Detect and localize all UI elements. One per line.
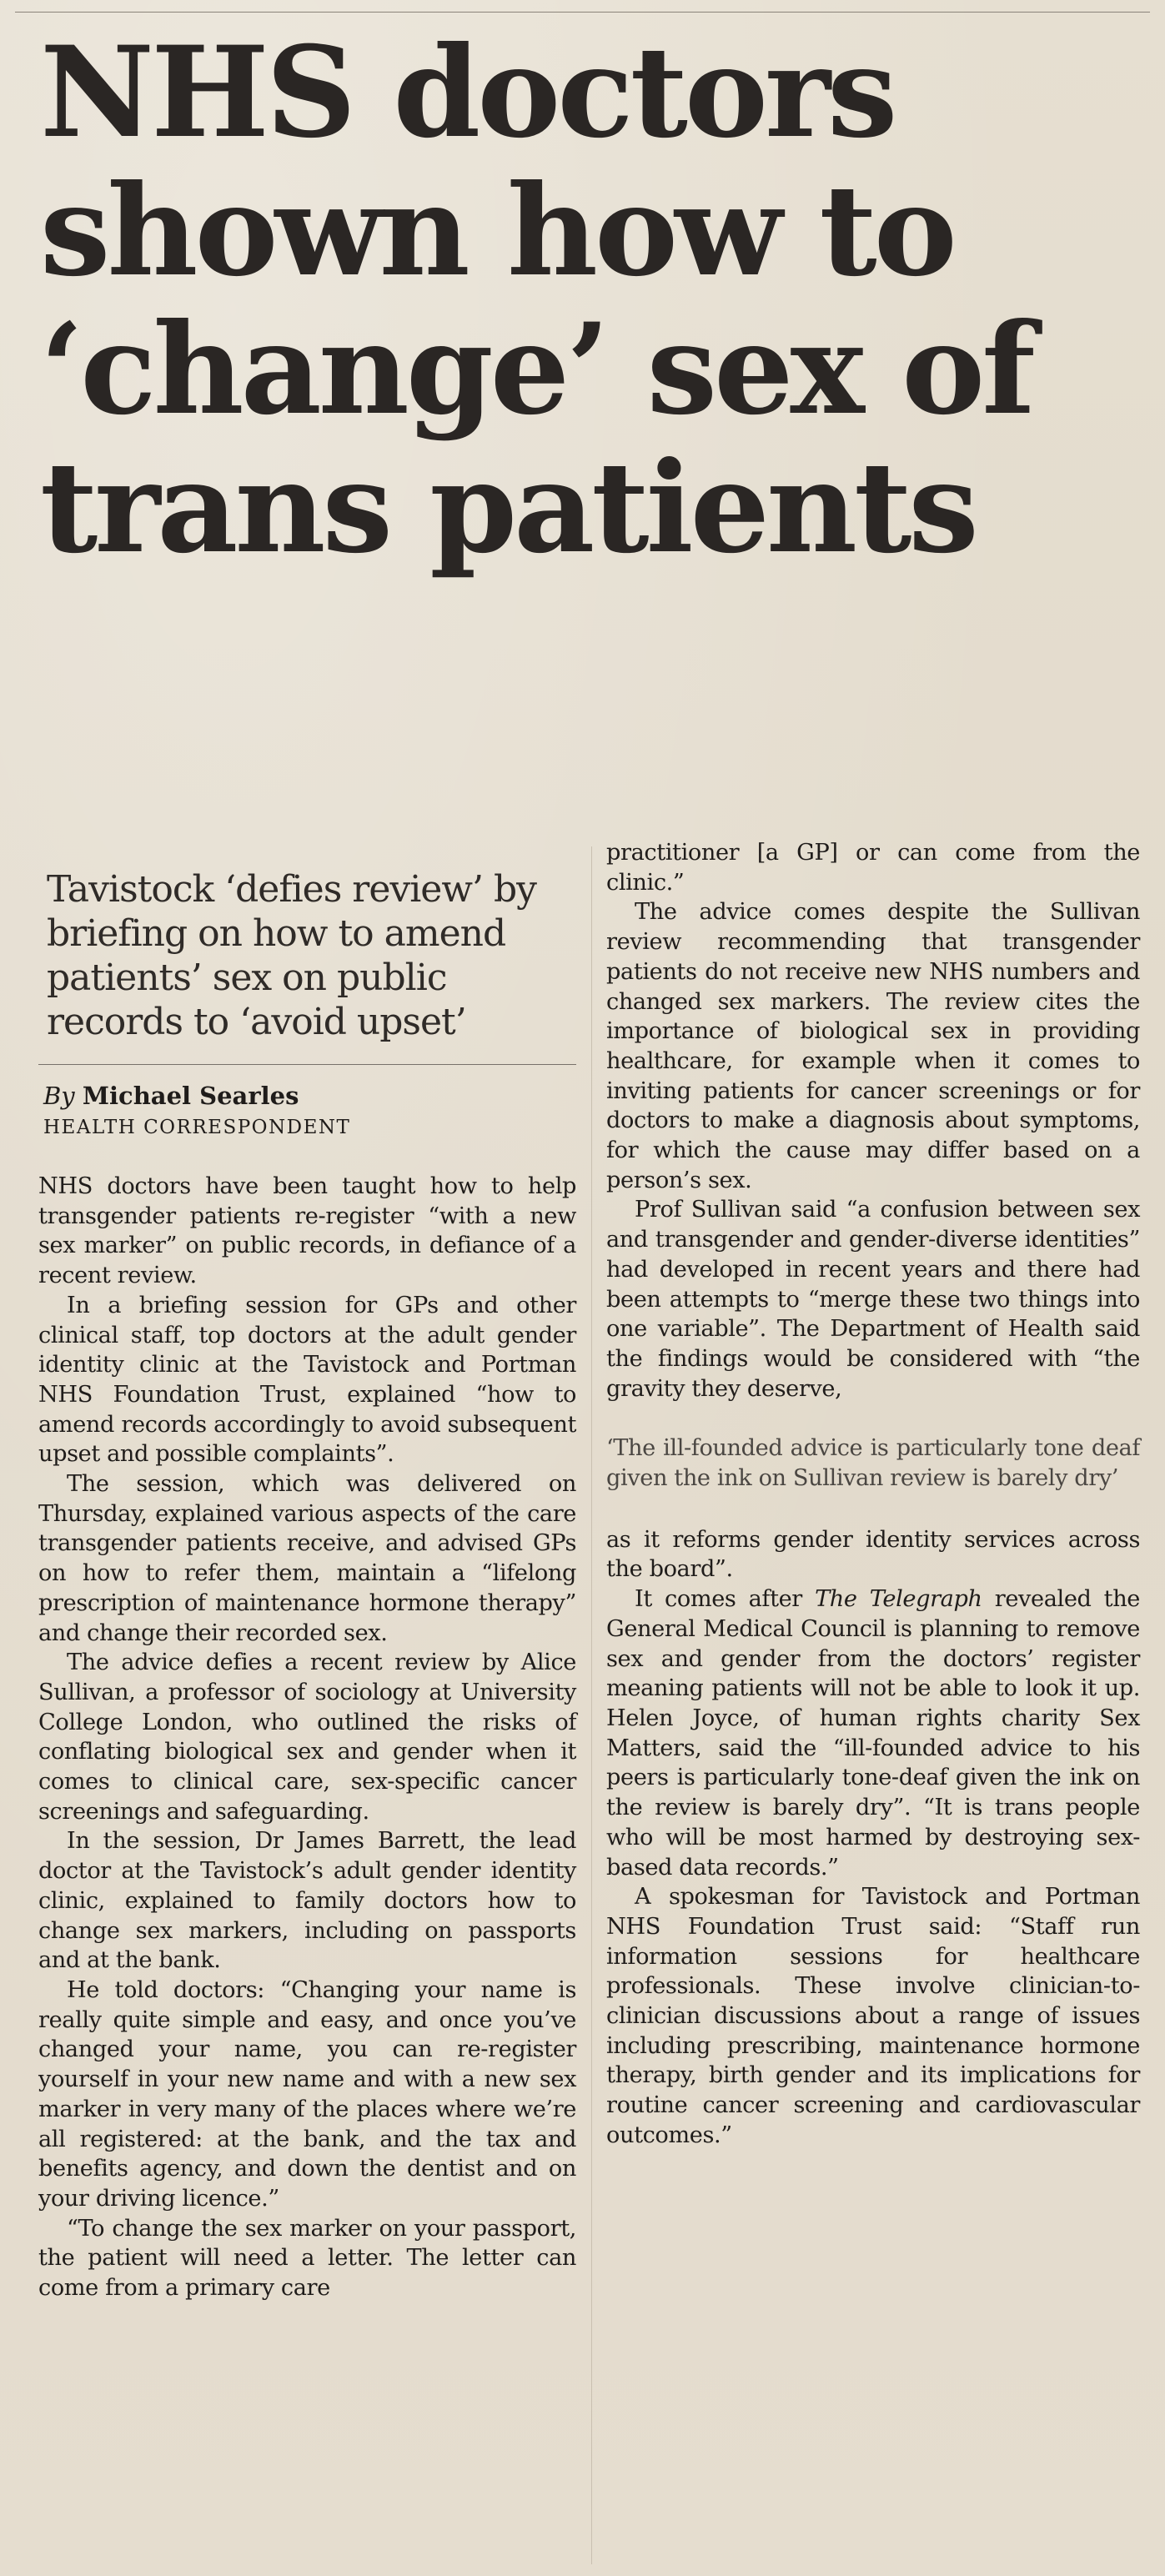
article-body-left bbox=[38, 1172, 576, 2303]
byline bbox=[43, 1080, 576, 1112]
paragraph: The advice comes despite the Sullivan review recommending that transgender patients do not receive new NHS numbers and changed sex markers. The review cites the importance of biological sex in providing healthcare, for example when it comes to inviting patients for cancer screenings or for doctors to make a diagnosis about symptoms, for which the cause may differ based on a person’s sex. bbox=[606, 899, 1140, 1193]
headline-line: trans patients bbox=[40, 434, 976, 581]
paragraph: In the session, Dr James Barrett, the lead doctor at the Tavistock’s adult gender identity clinic, explained to family doctors how to change sex markers, including on passports and at the bank. bbox=[38, 1828, 576, 1974]
paragraph: Prof Sullivan said “a confusion between sex and transgender and gender-diverse identities” had developed in recent years and there had been attempts to “merge these two things into one variable”. The Department of Health said the findings would be considered with “the gravity they deserve, bbox=[606, 1197, 1140, 1402]
paragraph-text: revealed the General Medical Council is planning to remove sex and gender from the doctors’ register meaning patients will not be able to look it up. Helen Joyce, of human rights charity Sex Matters, said the “ill-founded advice to his peers is particularly tone-deaf given the ink on the review is barely dry”. “It is trans people who will be most harmed by destroying sex-based data records.” bbox=[606, 1586, 1140, 1881]
headline-line: ‘change’ sex of bbox=[40, 296, 1032, 443]
newspaper-name: The Telegraph bbox=[815, 1586, 982, 1613]
paragraph: as it reforms gender identity services across the board”. bbox=[606, 1526, 1140, 1583]
paragraph: practitioner [a GP] or can come from the clinic.” bbox=[606, 840, 1140, 896]
headline-line: NHS doctors bbox=[40, 19, 895, 166]
top-rule bbox=[15, 12, 1150, 13]
paragraph: He told doctors: “Changing your name is really quite simple and easy, and once you’ve changed your name, you can re-register yourself in your new name and with a new sex marker in very many of the places where we’re all registered: at the bank, and the tax and benefits agency, and down the dentist and on your driving licence.” bbox=[38, 1976, 576, 2212]
pull-quote bbox=[606, 1434, 1140, 1493]
paragraph: “To change the sex marker on your passport, the patient will need a letter. The letter can come from a primary care bbox=[38, 2215, 576, 2302]
paragraph-text: It comes after bbox=[635, 1586, 816, 1613]
paragraph: NHS doctors have been taught how to help transgender patients re-register “with a new sex marker” on public records, in defiance of a recent review. bbox=[38, 1173, 576, 1289]
byline-rule bbox=[38, 1064, 576, 1065]
column-divider bbox=[591, 846, 592, 2564]
pull-quote-text: ‘The ill-founded advice is particularly tone deaf given the ink on Sullivan review is barely dry’ bbox=[606, 1435, 1140, 1492]
byline-role: HEALTH CORRESPONDENT bbox=[43, 1117, 351, 1138]
paragraph: The session, which was delivered on Thursday, explained various aspects of the care transgender patients receive, and advised GPs on how to refer them, maintain a “lifelong prescription of maintenance hormone therapy” and change their recorded sex. bbox=[38, 1471, 576, 1646]
right-column bbox=[606, 838, 1140, 2151]
standfirst: Tavistock ‘defies review’ by briefing on how to amend patients’ sex on public records to ‘avoid upset’ bbox=[47, 868, 536, 1043]
byline-author: Michael Searles bbox=[82, 1082, 299, 1110]
paragraph: The advice defies a recent review by Alice Sullivan, a professor of sociology at University College London, who outlined the risks of conflating biological sex and gender when it comes to clinical care, sex-specific cancer screenings and safeguarding. bbox=[38, 1650, 576, 1825]
paragraph bbox=[606, 1584, 1140, 1882]
headline-line: shown how to bbox=[40, 158, 954, 304]
byline-by: By bbox=[43, 1082, 75, 1110]
headline bbox=[40, 19, 1149, 581]
paragraph: In a briefing session for GPs and other clinical staff, top doctors at the adult gender identity clinic at the Tavistock and Portman NHS Foundation Trust, explained “how to amend records accordingly to avoid subsequent upset and possible complaints”. bbox=[38, 1292, 576, 1468]
left-column bbox=[38, 842, 576, 2303]
paragraph: A spokesman for Tavistock and Portman NHS Foundation Trust said: “Staff run information sessions for healthcare professionals. These involve clinician-to-clinician discussions about a range of issues including prescribing, maintenance hormone therapy, birth gender and its implications for routine cancer screening and cardiovascular outcomes.” bbox=[606, 1884, 1140, 2148]
